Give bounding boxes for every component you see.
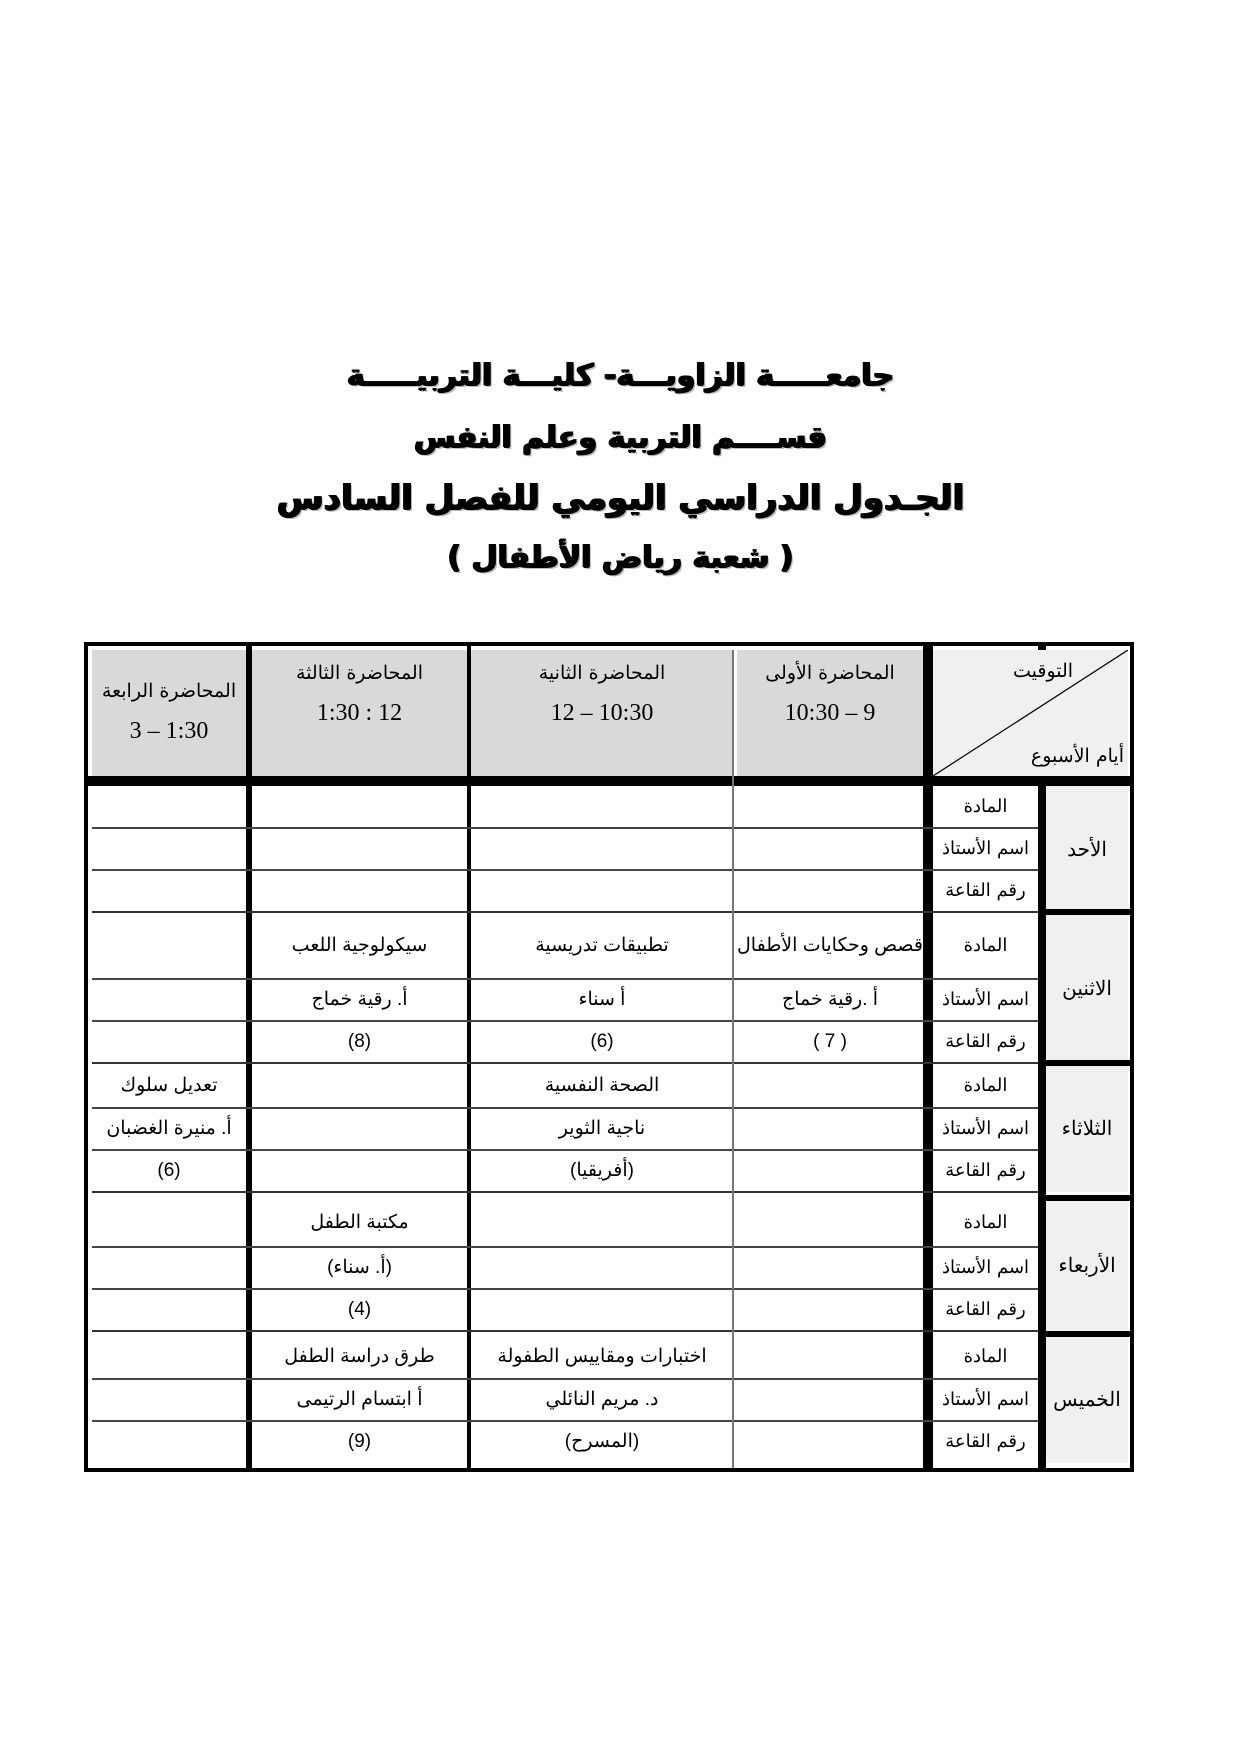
row-label-text: اسم الأستاذ — [941, 1257, 1030, 1279]
schedule-cell-teacher[interactable] — [92, 979, 246, 1021]
schedule-title: الجـدول الدراسي اليومي للفصل السادس — [276, 478, 965, 518]
schedule-cell-room[interactable] — [252, 1150, 467, 1192]
lecture-header-3 — [252, 650, 467, 776]
row-label-subject — [933, 1199, 1038, 1247]
lecture-time: 10:30 – 9 — [784, 699, 876, 726]
schedule-cell-room[interactable] — [737, 1289, 923, 1331]
schedule-cell-subject[interactable] — [471, 1335, 733, 1379]
schedule-cell-subject[interactable] — [252, 913, 467, 979]
schedule-cell-subject[interactable] — [471, 913, 733, 979]
schedule-cell-subject[interactable] — [737, 1064, 923, 1108]
row-label-teacher — [933, 1247, 1038, 1289]
day-divider — [1038, 909, 1130, 915]
cell-text: اختبارات ومقاييس الطفولة — [497, 1345, 707, 1367]
schedule-cell-room[interactable] — [92, 1021, 246, 1063]
row-label-text: اسم الأستاذ — [941, 1118, 1030, 1140]
cell-text: طرق دراسة الطفل — [284, 1345, 435, 1367]
schedule-cell-room[interactable] — [92, 1421, 246, 1463]
schedule-cell-teacher[interactable] — [252, 1108, 467, 1150]
schedule-cell-subject[interactable] — [471, 786, 733, 828]
schedule-cell-teacher[interactable] — [252, 979, 467, 1021]
row-label-text: المادة — [963, 796, 1008, 818]
lecture-time: 12 – 10:30 — [550, 699, 654, 726]
schedule-cell-room[interactable] — [252, 1421, 467, 1463]
schedule-cell-teacher[interactable] — [471, 828, 733, 870]
cell-text: (8) — [347, 1030, 372, 1052]
row-label-text: رقم القاعة — [945, 880, 1026, 902]
row-label-text: رقم القاعة — [945, 1031, 1026, 1053]
schedule-cell-teacher[interactable] — [737, 1108, 923, 1150]
cell-text: (المسرح) — [564, 1430, 640, 1452]
division-title: ( شعبة رياض الأطفال ) — [447, 540, 794, 575]
lecture-label: المحاضرة الرابعة — [101, 680, 237, 702]
header-divider — [88, 776, 1130, 786]
schedule-cell-room[interactable] — [471, 1421, 733, 1463]
day-name: الاثنين — [1062, 976, 1112, 1000]
row-label-room — [933, 1021, 1038, 1063]
cell-text: (أفريقيا) — [570, 1159, 634, 1181]
schedule-cell-subject[interactable] — [737, 786, 923, 828]
cell-text: ( 7 ) — [813, 1030, 847, 1052]
corner-top-label: التوقيت — [1013, 660, 1074, 682]
row-label-room — [933, 1421, 1038, 1463]
schedule-cell-subject[interactable] — [737, 1335, 923, 1379]
row-label-text: المادة — [963, 935, 1008, 957]
lecture-label: المحاضرة الثانية — [538, 662, 666, 684]
row-label-room — [933, 870, 1038, 912]
cell-text: أ. منيرة الغضبان — [106, 1117, 232, 1139]
cell-text: (9) — [347, 1430, 372, 1452]
day-name: الثلاثاء — [1061, 1116, 1113, 1140]
schedule-cell-teacher[interactable] — [252, 828, 467, 870]
schedule-cell-room[interactable] — [737, 1021, 923, 1063]
cell-text: سيكولوجية اللعب — [291, 934, 428, 956]
lecture-header-1 — [737, 650, 923, 776]
cell-text: تعديل سلوك — [120, 1074, 218, 1096]
lecture-header-2 — [471, 650, 733, 776]
lecture-header-4 — [92, 650, 246, 776]
row-label-subject — [933, 786, 1038, 828]
schedule-cell-subject[interactable] — [252, 1199, 467, 1247]
schedule-cell-room[interactable] — [737, 1421, 923, 1463]
lecture-label: المحاضرة الأولى — [765, 662, 895, 684]
cell-text: الصحة النفسية — [544, 1074, 660, 1096]
corner-cell — [933, 650, 1128, 776]
cell-text: (6) — [157, 1159, 181, 1181]
corner-bottom-label: أيام الأسبوع — [1030, 745, 1124, 768]
row-label-room — [933, 1289, 1038, 1331]
schedule-cell-subject[interactable] — [252, 1335, 467, 1379]
schedule-cell-room[interactable] — [737, 870, 923, 912]
row-label-subject — [933, 1064, 1038, 1108]
row-label-subject — [933, 913, 1038, 979]
schedule-cell-teacher[interactable] — [252, 1379, 467, 1421]
schedule-cell-teacher[interactable] — [471, 1108, 733, 1150]
day-cell — [1046, 1199, 1128, 1331]
schedule-cell-room[interactable] — [252, 1021, 467, 1063]
row-label-text: رقم القاعة — [945, 1160, 1026, 1182]
row-label-text: رقم القاعة — [945, 1299, 1026, 1321]
day-divider — [1038, 1060, 1130, 1066]
row-label-text: اسم الأستاذ — [941, 838, 1030, 860]
cell-text: قصص وحكايات الأطفال — [736, 934, 923, 956]
schedule-cell-subject[interactable] — [737, 913, 923, 979]
day-name: الأربعاء — [1058, 1253, 1116, 1277]
day-cell — [1046, 1335, 1128, 1463]
schedule-cell-room[interactable] — [471, 870, 733, 912]
row-divider — [92, 1330, 1038, 1332]
column-divider — [923, 646, 933, 1468]
schedule-cell-room[interactable] — [471, 1289, 733, 1331]
cell-text: مكتبة الطفل — [310, 1211, 409, 1233]
schedule-cell-teacher[interactable] — [737, 979, 923, 1021]
row-label-text: اسم الأستاذ — [941, 1389, 1030, 1411]
cell-text: تطبيقات تدريسية — [535, 934, 669, 956]
schedule-cell-subject[interactable] — [92, 1199, 246, 1247]
department-title: قســــم التربية وعلم النفس — [414, 420, 827, 455]
row-label-text: المادة — [963, 1346, 1008, 1368]
schedule-cell-subject[interactable] — [737, 1199, 923, 1247]
schedule-cell-teacher[interactable] — [471, 1379, 733, 1421]
cell-text: د. مريم النائلي — [545, 1388, 659, 1410]
schedule-cell-teacher[interactable] — [92, 1379, 246, 1421]
schedule-cell-room[interactable] — [92, 1150, 246, 1192]
row-label-teacher — [933, 1108, 1038, 1150]
day-name: الخميس — [1053, 1387, 1121, 1411]
row-label-teacher — [933, 1379, 1038, 1421]
schedule-cell-teacher[interactable] — [92, 828, 246, 870]
schedule-cell-room[interactable] — [92, 1289, 246, 1331]
schedule-cell-subject[interactable] — [471, 1199, 733, 1247]
day-divider — [1038, 1195, 1130, 1201]
cell-text: (6) — [590, 1030, 614, 1052]
schedule-cell-room[interactable] — [471, 1021, 733, 1063]
schedule-cell-room[interactable] — [252, 1289, 467, 1331]
row-label-text: اسم الأستاذ — [941, 989, 1030, 1011]
cell-text: (4) — [347, 1298, 372, 1320]
university-title: جامعـــــة الزاويـــة- كليـــة التربيـــــة — [346, 358, 895, 393]
row-label-teacher — [933, 979, 1038, 1021]
cell-text: أ سناء — [578, 988, 626, 1010]
schedule-cell-subject[interactable] — [92, 786, 246, 828]
schedule-cell-subject[interactable] — [252, 786, 467, 828]
cell-text: أ ابتسام الرتيمى — [296, 1388, 423, 1410]
schedule-cell-subject[interactable] — [471, 1064, 733, 1108]
cell-text: ناجية الثوير — [558, 1117, 646, 1139]
schedule-cell-teacher[interactable] — [471, 979, 733, 1021]
schedule-cell-teacher[interactable] — [737, 1247, 923, 1289]
column-line — [732, 650, 734, 1468]
cell-text: أ. رقية خماج — [311, 988, 408, 1010]
schedule-cell-room[interactable] — [92, 870, 246, 912]
schedule-cell-subject[interactable] — [252, 1064, 467, 1108]
lecture-time: 1:30 : 12 — [316, 699, 403, 726]
schedule-cell-teacher[interactable] — [92, 1247, 246, 1289]
row-label-text: المادة — [963, 1212, 1008, 1234]
day-cell — [1046, 913, 1128, 1063]
schedule-cell-teacher[interactable] — [92, 1108, 246, 1150]
schedule-cell-subject[interactable] — [92, 913, 246, 979]
schedule-cell-teacher[interactable] — [252, 1247, 467, 1289]
cell-text: أ .رقية خماج — [781, 988, 879, 1010]
schedule-cell-subject[interactable] — [92, 1335, 246, 1379]
lecture-label: المحاضرة الثالثة — [295, 662, 424, 684]
row-label-text: المادة — [963, 1075, 1008, 1097]
day-cell — [1046, 786, 1128, 912]
day-divider — [1038, 1331, 1130, 1337]
schedule-cell-subject[interactable] — [92, 1064, 246, 1108]
lecture-time: 3 – 1:30 — [129, 717, 209, 744]
schedule-cell-teacher[interactable] — [737, 1379, 923, 1421]
row-label-text: رقم القاعة — [945, 1431, 1026, 1453]
row-label-subject — [933, 1335, 1038, 1379]
schedule-cell-room[interactable] — [737, 1150, 923, 1192]
schedule-table — [84, 642, 1134, 1472]
cell-text: (أ. سناء) — [327, 1256, 392, 1278]
schedule-cell-teacher[interactable] — [471, 1247, 733, 1289]
day-cell — [1046, 1064, 1128, 1192]
row-label-room — [933, 1150, 1038, 1192]
row-divider — [92, 1191, 1038, 1193]
schedule-cell-teacher[interactable] — [737, 828, 923, 870]
row-label-teacher — [933, 828, 1038, 870]
day-name: الأحد — [1067, 837, 1107, 861]
schedule-cell-room[interactable] — [471, 1150, 733, 1192]
schedule-cell-room[interactable] — [252, 870, 467, 912]
